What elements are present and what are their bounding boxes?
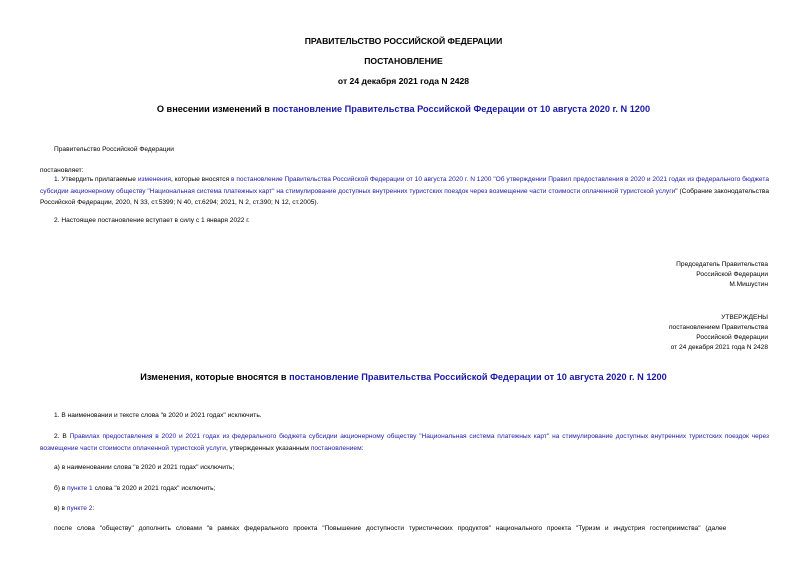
change-last-line: после слова "обществу" дополнить словами "в рамках федерального проекта "Повышение доступности туристических продуктов" национального проекта "Туризм и индустрия гостеприимства" (далее bbox=[54, 525, 727, 532]
item-1-text-b: , которые вносятся bbox=[170, 176, 231, 183]
change-b-text-a: б) в bbox=[54, 485, 68, 492]
change-2-text-c: : bbox=[361, 444, 364, 452]
rules-link[interactable]: Правилах предоставления в 2020 и 2021 годах из федерального бюджета субсидии акционерному обществу "Национальная система платежных карт" на стимулирование доступных внутренних туристских поездок через возмещение части стоимости оплаченной туристской услуги bbox=[40, 433, 770, 452]
document-title-prefix: О внесении изменений в bbox=[156, 104, 273, 114]
clause-2-link[interactable]: пункте 2 bbox=[66, 505, 93, 512]
clause-1-link[interactable]: пункте 1 bbox=[67, 485, 93, 492]
changes-title-prefix: Изменения, которые вносятся в bbox=[140, 372, 290, 382]
change-item-1: 1. В наименовании и тексте слова "в 2020 и 2021 годах" исключить. bbox=[54, 412, 262, 419]
change-item-2 bbox=[40, 431, 769, 454]
signature-country: Российской Федерации bbox=[696, 271, 768, 278]
changes-title bbox=[0, 372, 807, 382]
change-b-text-b: слова "в 2020 и 2021 годах" исключить; bbox=[92, 485, 216, 492]
document-title bbox=[0, 104, 807, 114]
decides-text: постановляет: bbox=[40, 167, 84, 174]
document-date-number: от 24 декабря 2021 года N 2428 bbox=[337, 76, 470, 86]
paragraph-item-1 bbox=[40, 174, 769, 209]
resolution-link[interactable]: постановлением bbox=[310, 444, 362, 452]
resolution-1200-link[interactable]: в постановление Правительства Российской Федерации от 10 августа 2020 г. N 1200 "Об утверждении Правил предоставления в 2020 и 2021 годах из федерального бюджета субсидии акционерному обществу "Национальная система платежных карт" на стимулирование доступных внутренних туристских поездок через возмещение части стоимости оплаченной туристской услуги bbox=[40, 176, 769, 195]
change-2-text-a: 2. В bbox=[54, 433, 70, 440]
change-c-text-a: в) в bbox=[54, 505, 67, 512]
changes-title-link[interactable]: постановление Правительства Российской Федерации от 10 августа 2020 г. N 1200 bbox=[289, 372, 667, 382]
change-item-c bbox=[54, 503, 94, 515]
approved-country: Российской Федерации bbox=[696, 334, 768, 341]
document-type: ПОСТАНОВЛЕНИЕ bbox=[364, 56, 443, 66]
paragraph-item-2: 2. Настоящее постановление вступает в силу с 1 января 2022 г. bbox=[54, 217, 250, 224]
government-heading: ПРАВИТЕЛЬСТВО РОССИЙСКОЙ ФЕДЕРАЦИИ bbox=[304, 36, 503, 46]
approved-heading: УТВЕРЖДЕНЫ bbox=[721, 314, 768, 321]
change-item-b bbox=[54, 483, 215, 495]
approved-date: от 24 декабря 2021 года N 2428 bbox=[670, 344, 768, 351]
issuer-text: Правительство Российской Федерации bbox=[54, 146, 174, 153]
document-title-link[interactable]: постановление Правительства Российской Федерации от 10 августа 2020 г. N 1200 bbox=[272, 104, 651, 114]
changes-link[interactable]: изменения bbox=[137, 176, 171, 183]
signature-name: М.Мишустин bbox=[729, 281, 768, 288]
approved-by: постановлением Правительства bbox=[668, 324, 768, 331]
change-item-a: а) в наименовании слова "в 2020 и 2021 годах" исключить; bbox=[54, 464, 235, 471]
item-1-text-c: " (Собрание законодательства Российской Федерации, 2020, N 33, ст.5399; N 40, ст.6294; 2021, N 2, ст.390; N 12, ст.2005). bbox=[40, 187, 769, 206]
item-1-text-a: 1. Утвердить прилагаемые bbox=[54, 176, 138, 183]
change-c-text-b: : bbox=[92, 505, 95, 512]
signature-position: Председатель Правительства bbox=[676, 261, 768, 268]
change-2-text-b: , утвержденных указанным bbox=[225, 444, 311, 452]
